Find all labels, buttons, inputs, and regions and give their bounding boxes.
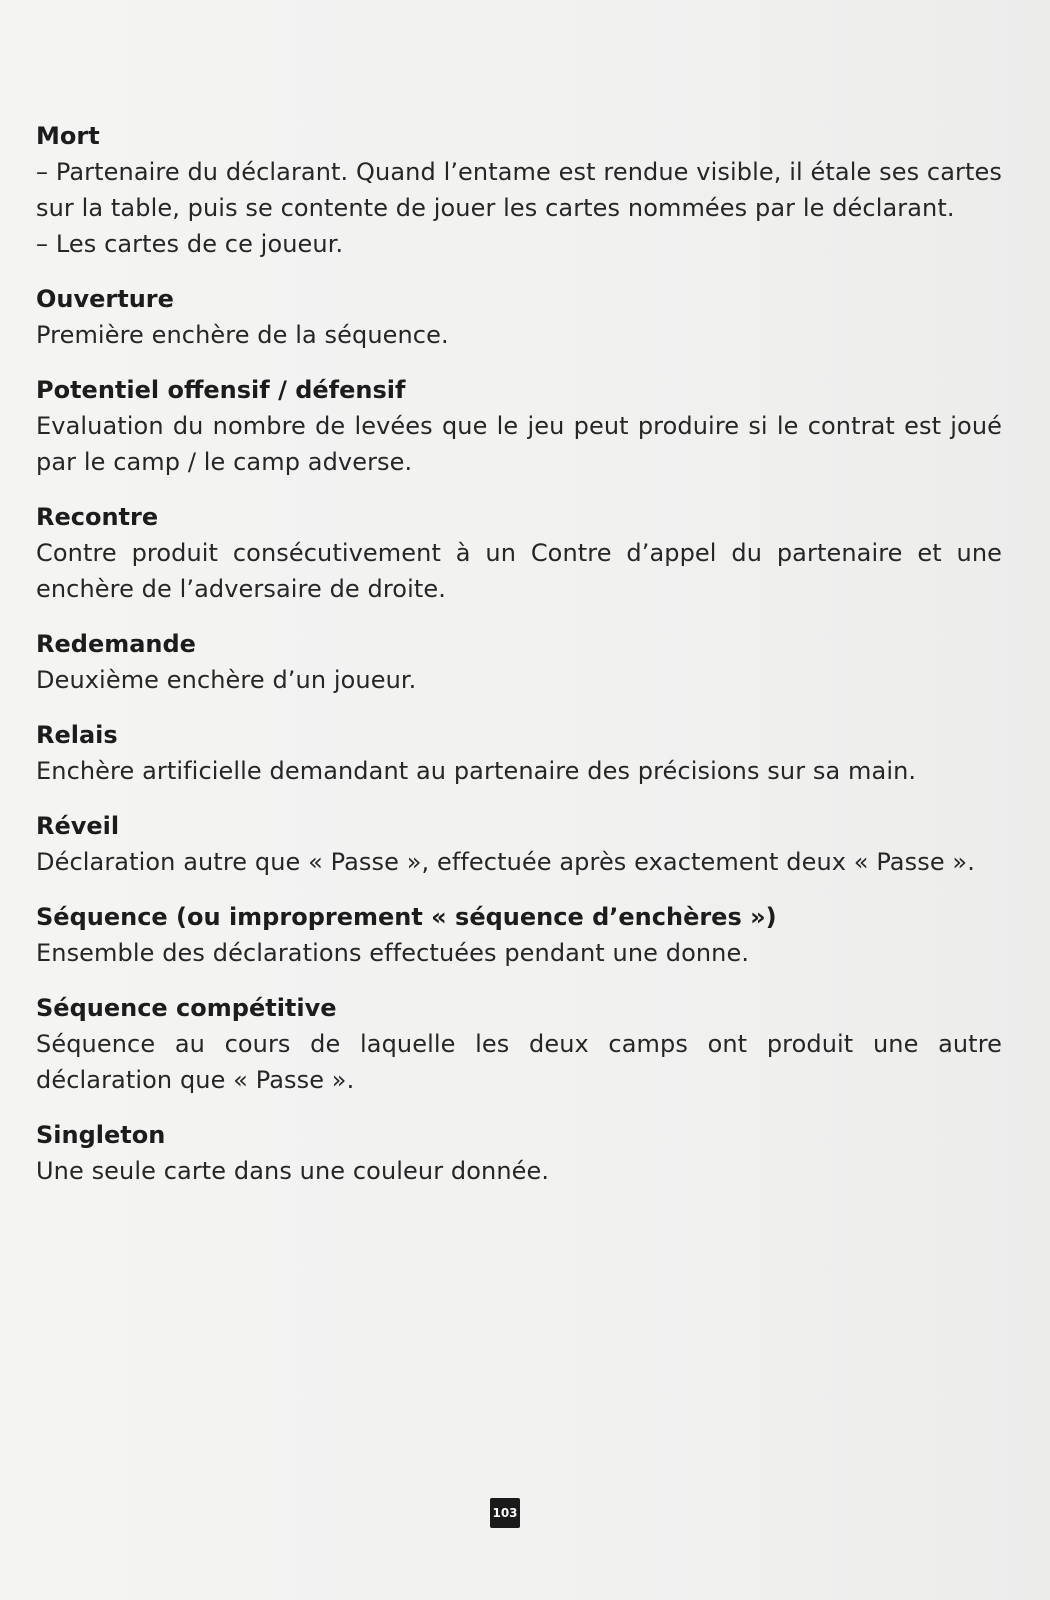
glossary-term: Redemande: [36, 630, 196, 658]
glossary-definition: Deuxième enchère d’un joueur.: [36, 666, 417, 694]
glossary-entry-singleton: [36, 1117, 1002, 1189]
glossary-definition: Enchère artificielle demandant au partenaire des précisions sur sa main.: [36, 757, 917, 785]
glossary-entry-ouverture: [36, 281, 1002, 353]
glossary-definition: Ensemble des déclarations effectuées pendant une donne.: [36, 939, 750, 967]
glossary-definition: Contre produit consécutivement à un Contre d’appel du partenaire et une enchère de l’adversaire de droite.: [36, 539, 1002, 603]
glossary-term: Mort: [36, 122, 100, 150]
glossary-term: Singleton: [36, 1121, 166, 1149]
glossary-term: Relais: [36, 721, 118, 749]
glossary-entry-sequence: [36, 899, 1002, 971]
page-number: 103: [490, 1498, 520, 1528]
glossary-term: Séquence compétitive: [36, 994, 337, 1022]
glossary-entry-sequence-competitive: [36, 990, 1002, 1098]
glossary-term: Réveil: [36, 812, 120, 840]
glossary-entry-recontre: [36, 499, 1002, 607]
glossary-definition: Déclaration autre que « Passe », effectuée après exactement deux « Passe ».: [36, 848, 975, 876]
glossary-definition: Evaluation du nombre de levées que le jeu peut produire si le contrat est joué par le camp / le camp adverse.: [36, 412, 1002, 476]
glossary-term: Ouverture: [36, 285, 174, 313]
glossary-term: Potentiel offensif / défensif: [36, 376, 406, 404]
glossary-definition: Une seule carte dans une couleur donnée.: [36, 1157, 550, 1185]
glossary-definition: Première enchère de la séquence.: [36, 321, 449, 349]
glossary-entry-relais: [36, 717, 1002, 789]
glossary-definition: – Partenaire du déclarant. Quand l’entame est rendue visible, il étale ses cartes sur la table, puis se contente de jouer les cartes nommées par le déclarant.: [36, 158, 1002, 222]
glossary-term: Recontre: [36, 503, 159, 531]
glossary-list: [36, 118, 1002, 1208]
glossary-entry-potentiel: [36, 372, 1002, 480]
glossary-entry-reveil: [36, 808, 1002, 880]
glossary-term: Séquence (ou improprement « séquence d’enchères »): [36, 903, 777, 931]
glossary-entry-mort: [36, 118, 1002, 262]
glossary-entry-redemande: [36, 626, 1002, 698]
glossary-definition: – Les cartes de ce joueur.: [36, 230, 344, 258]
glossary-definition: Séquence au cours de laquelle les deux camps ont produit une autre déclaration que « Passe ».: [36, 1030, 1002, 1094]
